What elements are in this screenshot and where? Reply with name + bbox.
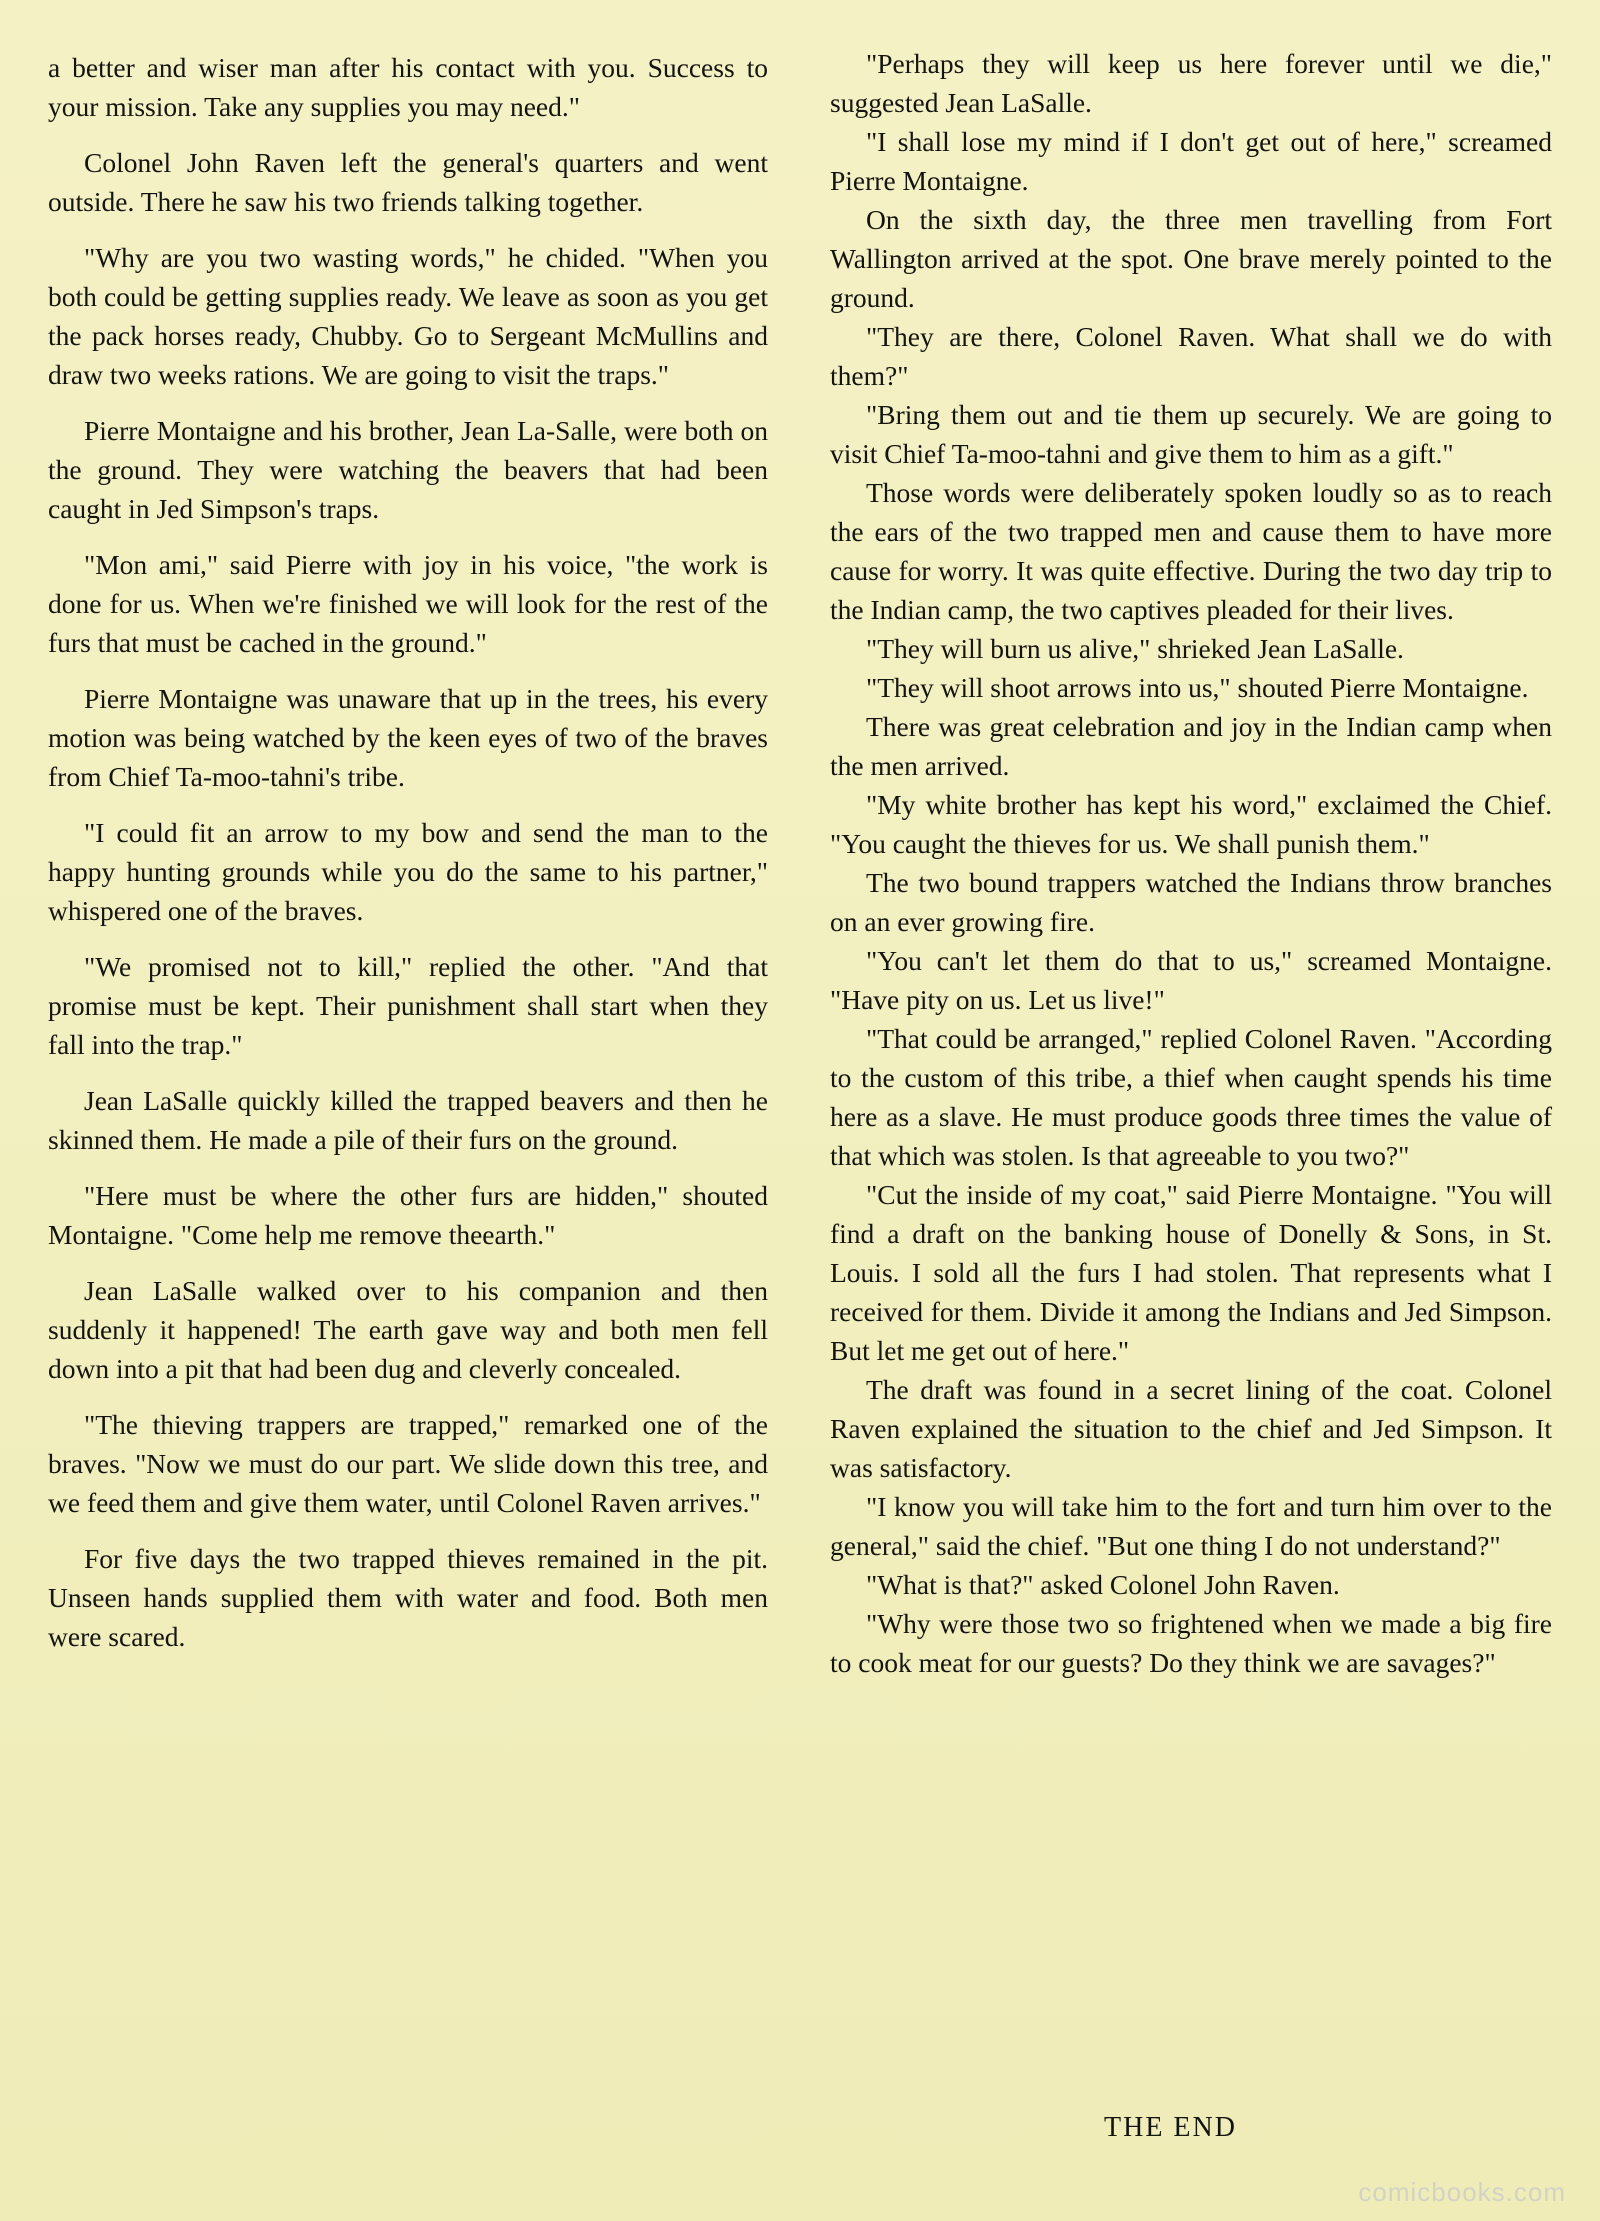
paragraph: Pierre Montaigne was unaware that up in the trees, his every motion was being watched by the keen eyes of two of the braves from Chief Ta-moo-tahni's tribe.	[48, 683, 768, 792]
paragraph: The draft was found in a secret lining of the coat. Colonel Raven explained the situation to the chief and Jed Simpson. It was satisfactory.	[830, 1374, 1552, 1483]
paragraph: "Here must be where the other furs are hidden," shouted Montaigne. "Come help me remove theearth."	[48, 1180, 768, 1250]
paragraph: "That could be arranged," replied Colonel Raven. "According to the custom of this tribe, a thief when caught spends his time here as a slave. He must produce goods three times the value of that which was stolen. Is that agreeable to you two?"	[830, 1023, 1552, 1171]
right-text-column	[830, 44, 1552, 1682]
watermark: comicbooks.com	[1358, 2177, 1566, 2207]
paragraph: Jean LaSalle quickly killed the trapped beavers and then he skinned them. He made a pile of their furs on the ground.	[48, 1085, 768, 1155]
paragraph: "I could fit an arrow to my bow and send the man to the happy hunting grounds while you do the same to his partner," whispered one of the braves.	[48, 817, 768, 926]
paragraph: "What is that?" asked Colonel John Raven.	[866, 1569, 1340, 1600]
paragraph: "We promised not to kill," replied the other. "And that promise must be kept. Their punishment shall start when they fall into the trap."	[48, 951, 768, 1060]
paragraph: "Cut the inside of my coat," said Pierre Montaigne. "You will find a draft on the banking house of Donelly & Sons, in St. Louis. I sold all the furs I had stolen. That represents what I received for them. Divide it among the Indians and Jed Simpson. But let me get out of here."	[830, 1179, 1552, 1366]
paragraph: There was great celebration and joy in the Indian camp when the men arrived.	[830, 711, 1552, 781]
paragraph: "I shall lose my mind if I don't get out of here," screamed Pierre Montaigne.	[830, 126, 1552, 196]
paragraph: "They will burn us alive," shrieked Jean LaSalle.	[866, 633, 1404, 664]
the-end-label: THE END	[1104, 2112, 1237, 2143]
paragraph: Colonel John Raven left the general's quarters and went outside. There he saw his two friends talking together.	[48, 147, 768, 217]
paragraph: "Why are you two wasting words," he chided. "When you both could be getting supplies ready. We leave as soon as you get the pack horses ready, Chubby. Go to Sergeant McMullins and draw two weeks rations. We are going to visit the traps."	[48, 242, 768, 390]
paragraph: Those words were deliberately spoken loudly so as to reach the ears of the two trapped men and cause them to have more cause for worry. It was quite effective. During the two day trip to the Indian camp, the two captives pleaded for their lives.	[830, 477, 1552, 625]
paragraph: Jean LaSalle walked over to his companion and then suddenly it happened! The earth gave way and both men fell down into a pit that had been dug and cleverly concealed.	[48, 1275, 768, 1384]
paragraph: "Perhaps they will keep us here forever until we die," suggested Jean LaSalle.	[830, 48, 1552, 118]
paragraph: "Why were those two so frightened when we made a big fire to cook meat for our guests? Do they think we are savages?"	[830, 1608, 1552, 1678]
paragraph: "They are there, Colonel Raven. What shall we do with them?"	[830, 321, 1552, 391]
paragraph: Pierre Montaigne and his brother, Jean La-Salle, were both on the ground. They were watching the beavers that had been caught in Jed Simpson's traps.	[48, 415, 768, 524]
paragraph: "Bring them out and tie them up securely. We are going to visit Chief Ta-moo-tahni and give them to him as a gift."	[830, 399, 1552, 469]
paragraph: "Mon ami," said Pierre with joy in his voice, "the work is done for us. When we're finished we will look for the rest of the furs that must be cached in the ground."	[48, 549, 768, 658]
paragraph: "The thieving trappers are trapped," remarked one of the braves. "Now we must do our part. We slide down this tree, and we feed them and give them water, until Colonel Raven arrives."	[48, 1409, 768, 1518]
paragraph: "They will shoot arrows into us," shouted Pierre Montaigne.	[866, 672, 1529, 703]
paragraph: "You can't let them do that to us," screamed Montaigne. "Have pity on us. Let us live!"	[830, 945, 1552, 1015]
paragraph: For five days the two trapped thieves remained in the pit. Unseen hands supplied them with water and food. Both men were scared.	[48, 1543, 768, 1652]
paragraph: a better and wiser man after his contact with you. Success to your mission. Take any supplies you may need."	[48, 52, 768, 122]
paragraph: The two bound trappers watched the Indians throw branches on an ever growing fire.	[830, 867, 1552, 937]
paragraph: "I know you will take him to the fort and turn him over to the general," said the chief. "But one thing I do not understand?"	[830, 1491, 1552, 1561]
paragraph: "My white brother has kept his word," exclaimed the Chief. "You caught the thieves for us. We shall punish them."	[830, 789, 1552, 859]
left-text-column	[48, 48, 768, 1673]
paragraph: On the sixth day, the three men travelling from Fort Wallington arrived at the spot. One brave merely pointed to the ground.	[830, 204, 1552, 313]
